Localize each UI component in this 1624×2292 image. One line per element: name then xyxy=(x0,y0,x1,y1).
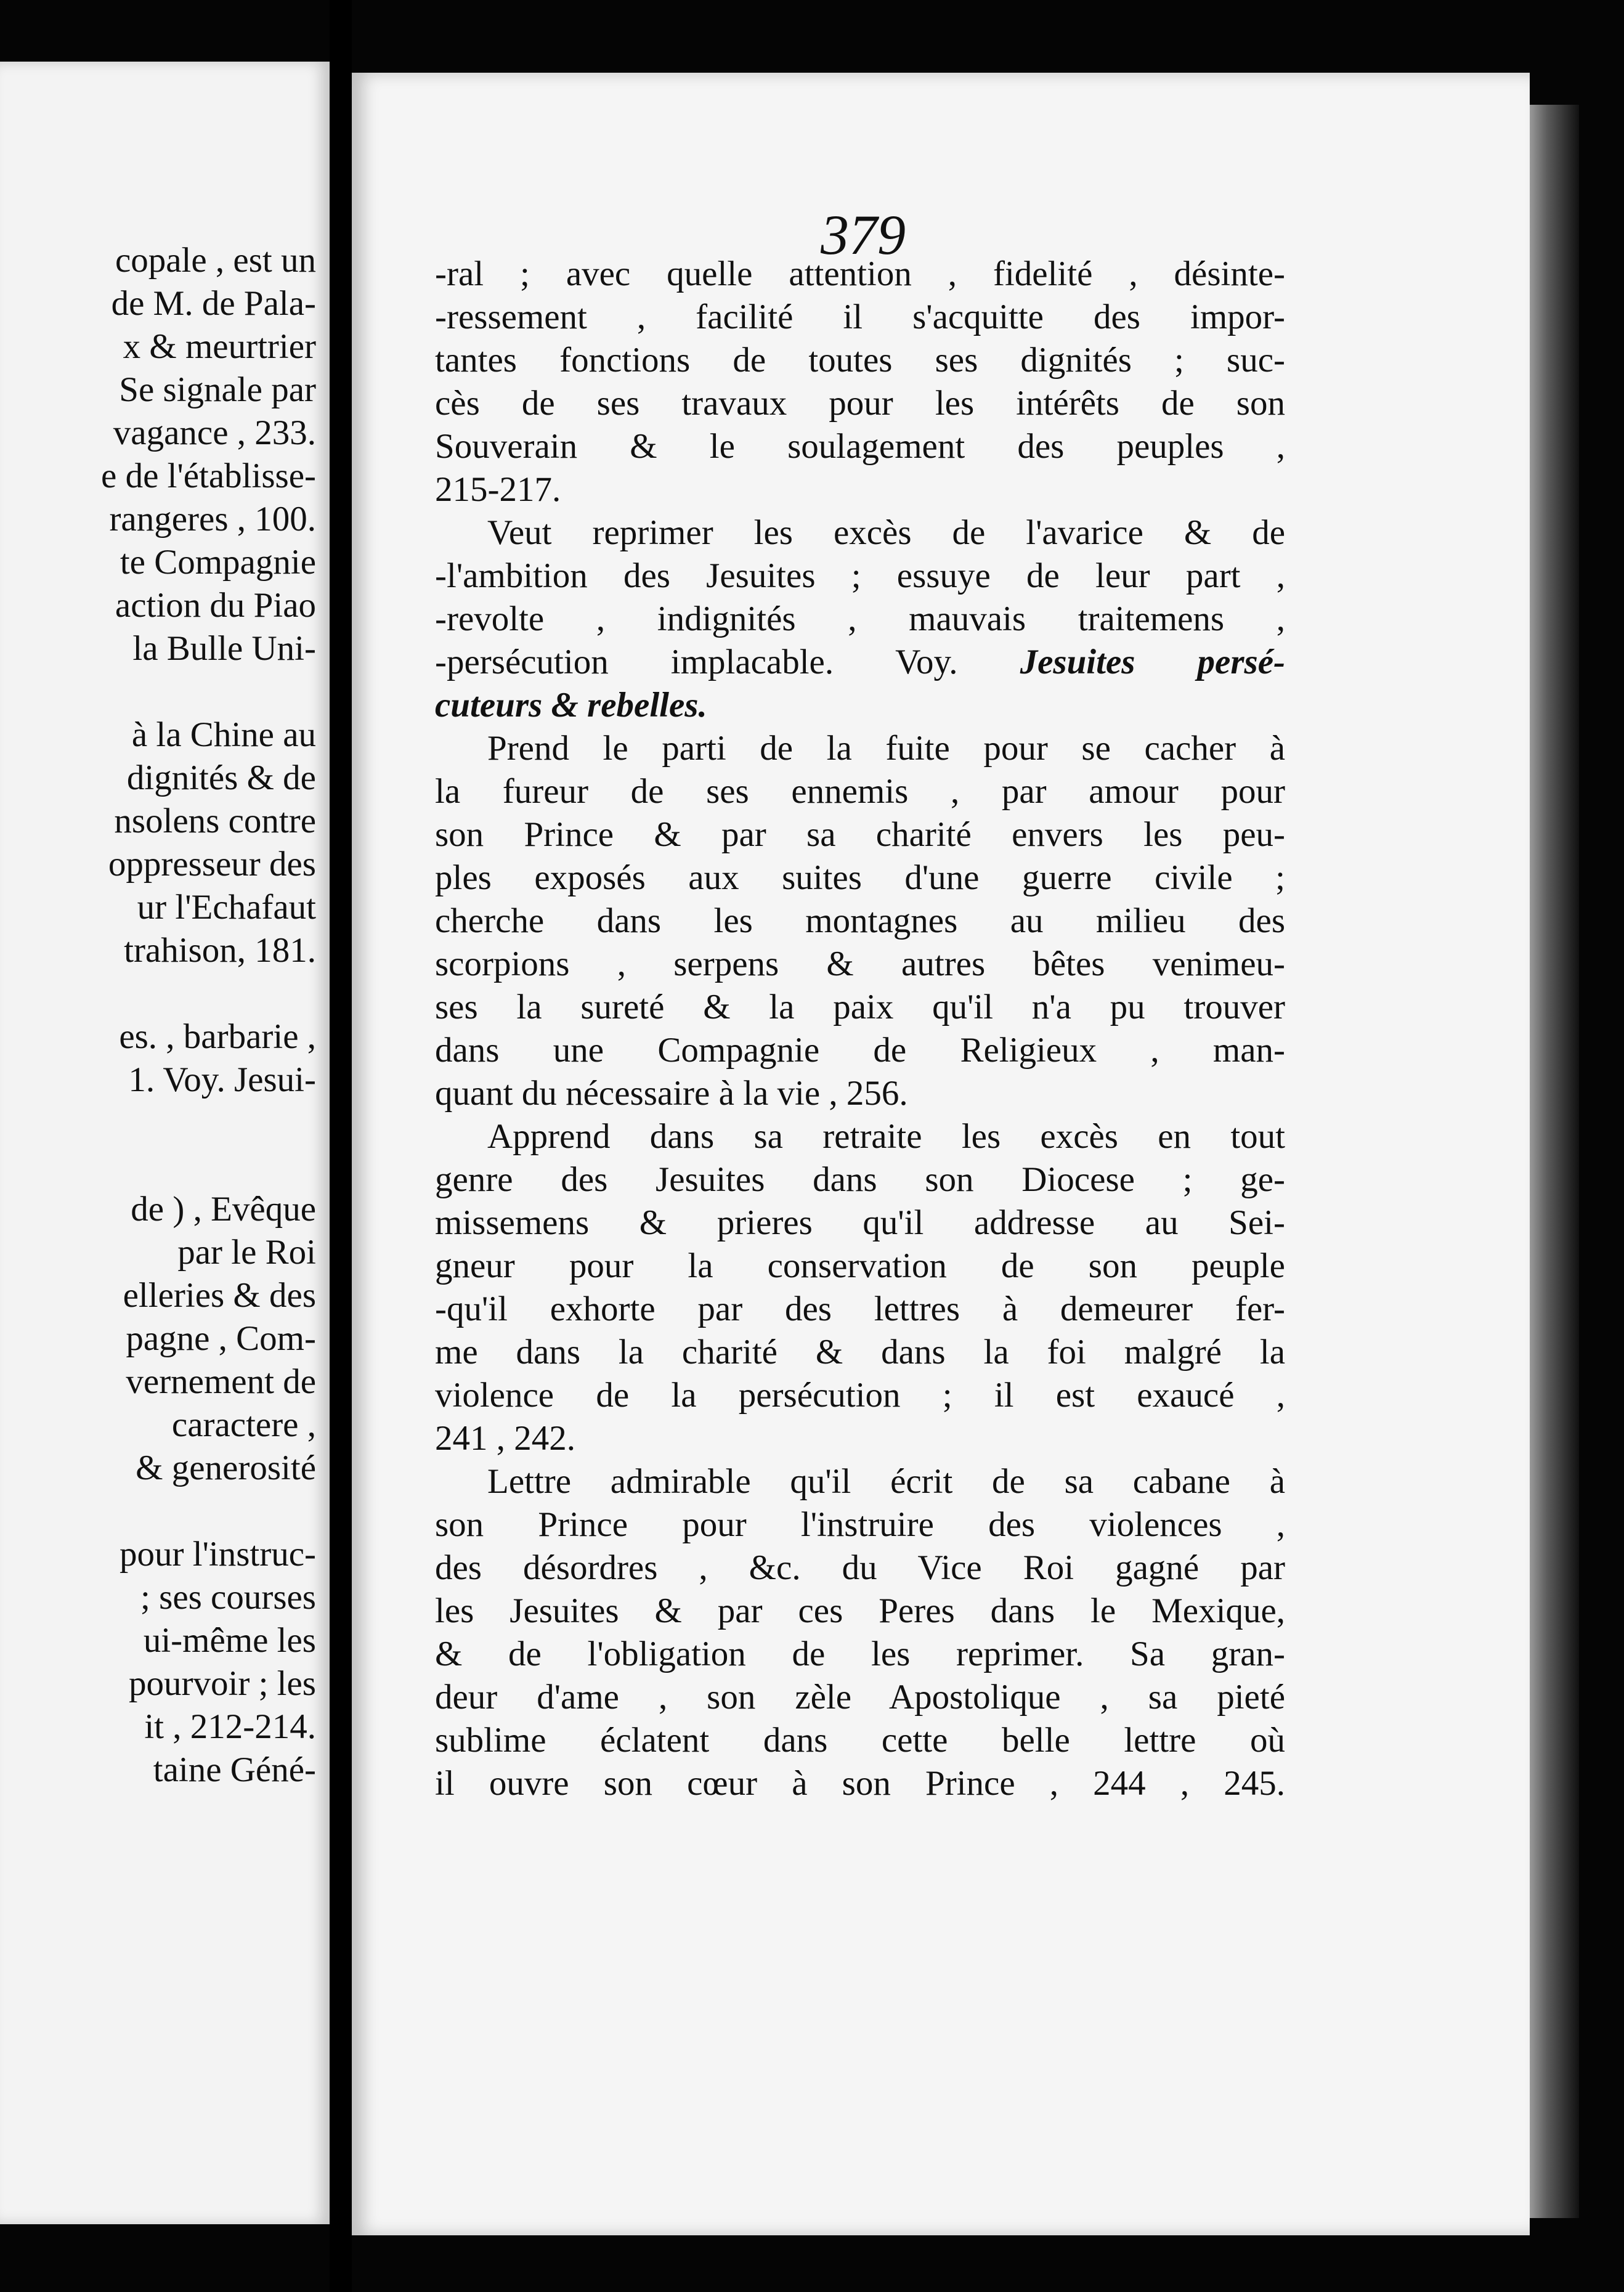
text-line: 241 , 242. xyxy=(435,1419,575,1458)
left-line: caractere , xyxy=(171,1405,316,1444)
left-line: de M. de Pala- xyxy=(111,284,316,323)
text-line: -persécution implacable. Voy. Jesuites persé- xyxy=(435,643,1285,681)
book-gutter xyxy=(330,0,352,2292)
text-line: deur d'ame , son zèle Apostolique , sa pieté xyxy=(435,1678,1285,1717)
left-page-text xyxy=(0,239,316,1792)
left-line-gap xyxy=(0,670,316,713)
text-line: -qu'il exhorte par des lettres à demeurer fer- xyxy=(435,1290,1285,1328)
text-line: il ouvre son cœur à son Prince , 244 , 245. xyxy=(435,1764,1285,1803)
text-line: Lettre admirable qu'il écrit de sa cabane à xyxy=(487,1462,1285,1501)
left-line: nsolens contre xyxy=(114,802,316,840)
text-line: -ral ; avec quelle attention , fidelité , désinte- xyxy=(435,254,1285,293)
text-line: -ressement , facilité il s'acquitte des impor- xyxy=(435,298,1285,336)
text-line xyxy=(435,684,1285,727)
right-page xyxy=(352,73,1530,2235)
left-line: Se signale par xyxy=(119,370,316,409)
left-line: elleries & des xyxy=(123,1276,316,1315)
left-line: pour l'instruc- xyxy=(120,1535,316,1574)
left-line: de ) , Evêque xyxy=(131,1190,316,1229)
text-line: scorpions , serpens & autres bêtes venimeu- xyxy=(435,945,1285,983)
left-line: par le Roi xyxy=(177,1233,316,1272)
text-line: ples exposés aux suites d'une guerre civile ; xyxy=(435,858,1285,897)
text-line: Prend le parti de la fuite pour se cacher à xyxy=(487,729,1285,768)
left-line: vagance , 233. xyxy=(113,413,316,452)
text-line: quant du nécessaire à la vie , 256. xyxy=(435,1074,908,1113)
text-line: dans une Compagnie de Religieux , man- xyxy=(435,1031,1285,1070)
left-line-gap xyxy=(0,1102,316,1145)
text-line: son Prince pour l'instruire des violences , xyxy=(435,1505,1285,1544)
left-line: vernement de xyxy=(126,1362,316,1401)
text-line: les Jesuites & par ces Peres dans le Mexique, xyxy=(435,1591,1285,1630)
left-line-gap xyxy=(0,1145,316,1188)
text-line: cherche dans les montagnes au milieu des xyxy=(435,901,1285,940)
text-line: des désordres , &c. du Vice Roi gagné par xyxy=(435,1548,1285,1587)
text-line: ses la sureté & la paix qu'il n'a pu trouver xyxy=(435,988,1285,1026)
left-line: copale , est un xyxy=(115,241,316,280)
cross-reference: Jesuites persé- xyxy=(1020,643,1285,681)
left-line: pourvoir ; les xyxy=(129,1664,316,1703)
left-line: trahison, 181. xyxy=(124,931,316,970)
text-line: Apprend dans sa retraite les excès en tout xyxy=(487,1117,1285,1156)
text-line: cès de ses travaux pour les intérêts de son xyxy=(435,384,1285,423)
page-number: 379 xyxy=(821,203,906,266)
left-line: action du Piao xyxy=(115,586,316,625)
left-line: 1. Voy. Jesui- xyxy=(128,1060,316,1099)
left-line-gap xyxy=(0,972,316,1015)
text-line: -l'ambition des Jesuites ; essuye de leur part , xyxy=(435,556,1285,595)
left-line: it , 212-214. xyxy=(144,1707,316,1746)
text-line: son Prince & par sa charité envers les peu- xyxy=(435,815,1285,854)
left-line: ui-même les xyxy=(143,1621,316,1660)
left-line: x & meurtrier xyxy=(123,327,316,366)
text-line: Souverain & le soulagement des peuples , xyxy=(435,427,1285,466)
left-line: oppresseur des xyxy=(108,845,316,884)
left-line: rangeres , 100. xyxy=(109,500,316,538)
text-line: genre des Jesuites dans son Diocese ; ge- xyxy=(435,1160,1285,1199)
left-line: e de l'établisse- xyxy=(101,457,316,495)
text-line: violence de la persécution ; il est exaucé , xyxy=(435,1376,1285,1415)
page-edge-shadow xyxy=(1530,105,1579,2218)
text-line: la fureur de ses ennemis , par amour pour xyxy=(435,772,1285,811)
text-line: missemens & prieres qu'il addresse au Sei- xyxy=(435,1203,1285,1242)
text-line: 215-217. xyxy=(435,470,561,509)
text-line: tantes fonctions de toutes ses dignités ; suc- xyxy=(435,341,1285,380)
left-line: dignités & de xyxy=(126,758,316,797)
text-line: Veut reprimer les excès de l'avarice & de xyxy=(487,513,1285,552)
text-line: & de l'obligation de les reprimer. Sa gran- xyxy=(435,1635,1285,1673)
left-line: taine Géné- xyxy=(153,1750,316,1789)
left-line-gap xyxy=(0,1490,316,1533)
index-entry-text xyxy=(435,253,1285,1805)
left-line: ur l'Echafaut xyxy=(137,888,316,927)
left-line: la Bulle Uni- xyxy=(132,629,316,668)
text-line: sublime éclatent dans cette belle lettre où xyxy=(435,1721,1285,1760)
left-line: pagne , Com- xyxy=(126,1319,316,1358)
left-line: te Compagnie xyxy=(120,543,316,582)
cross-reference: cuteurs & rebelles. xyxy=(435,686,707,725)
text-line: -revolte , indignités , mauvais traitemens , xyxy=(435,599,1285,638)
left-line: es. , barbarie , xyxy=(119,1017,316,1056)
left-line: ; ses courses xyxy=(140,1578,316,1617)
left-line: & generosité xyxy=(136,1449,316,1487)
text-line: me dans la charité & dans la foi malgré la xyxy=(435,1333,1285,1372)
left-page xyxy=(0,62,330,2224)
text-line: gneur pour la conservation de son peuple xyxy=(435,1246,1285,1285)
left-line: à la Chine au xyxy=(131,715,316,754)
